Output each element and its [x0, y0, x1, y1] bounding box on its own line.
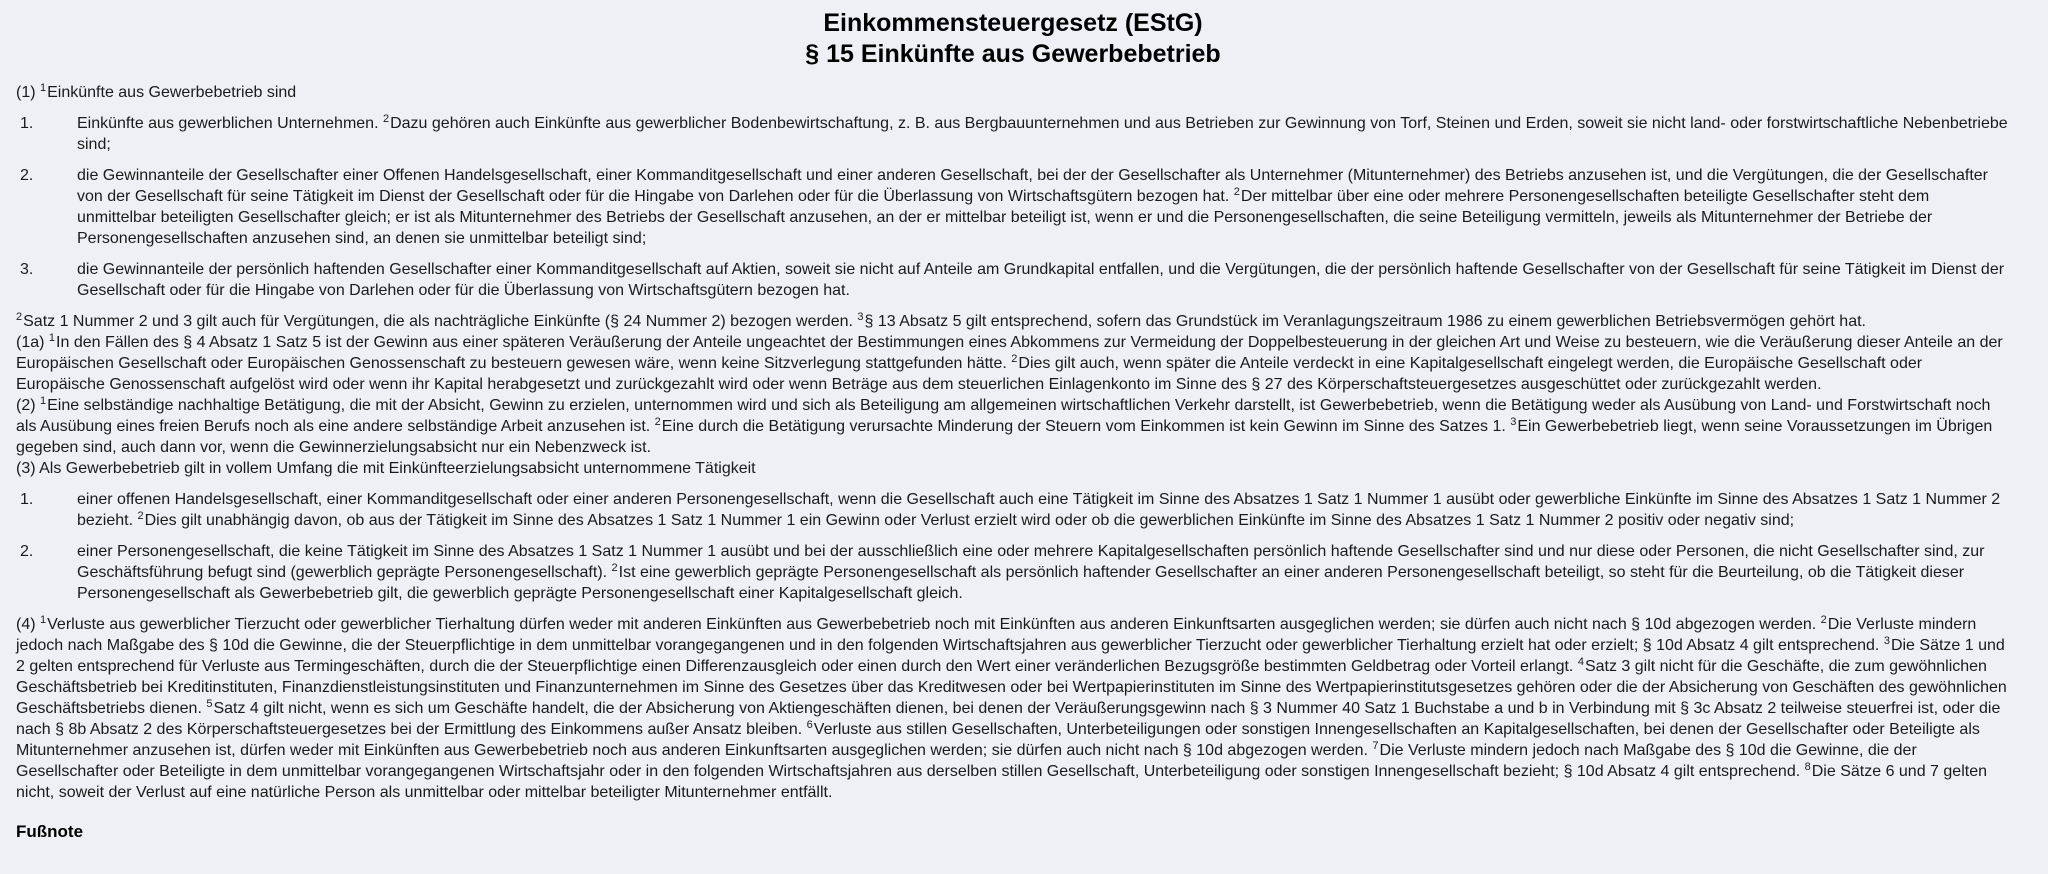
paragraph-abs1-continuation: $^2$Satz 1 Nummer 2 und 3 gilt auch für Vergütungen, die als nachträgliche Einkünfte (§ 24 Nummer 2) bezogen werden. $^3$§ 13 Absatz 5 gilt entsprechend, sofern das Grundstück im Veranlagungszeitraum 1986 zu einem gewerblichen Betriebsvermögen gehört hat. — [16, 310, 1866, 330]
list-item-number: 1. — [20, 115, 34, 132]
list-item — [16, 259, 2010, 301]
list-item-text: einer offenen Handelsgesellschaft, einer Kommanditgesellschaft oder einer anderen Personengesellschaft, wenn die Gesellschaft auch eine Tätigkeit im Sinne des Absatzes 1 Satz 1 Nummer 1 ausübt oder gewerbliche Einkünfte im Sinne des Absatzes 1 Satz 1 Nummer 2 bezieht. $^2$Dies gilt unabhängig davon, ob aus der Tätigkeit im Sinne des Absatzes 1 Satz 1 Nummer 1 ein Gewinn oder Verlust erzielt wird oder ob die gewerblichen Einkünfte im Sinne des Absatzes 1 Satz 1 Nummer 2 positiv oder negativ sind; — [77, 491, 2001, 529]
list-item — [16, 489, 2010, 531]
paragraph-abs1a: (1a) $^1$In den Fällen des § 4 Absatz 1 Satz 5 ist der Gewinn aus einer späteren Veräußerung der Anteile ungeachtet der Bestimmungen eines Abkommens zur Vermeidung der Doppelbesteuerung in der gleichen Art und Weise zu besteuern, wie die Veräußerung dieser Anteile an der Europäischen Gesellschaft oder Europäischen Genossenschaft zu besteuern gewesen wäre, wenn keine Sitzverlegung stattgefunden hätte. $^2$Dies gilt auch, wenn später die Anteile verdeckt in eine Kapitalgesellschaft eingelegt werden, die Europäische Gesellschaft oder Europäische Genossenschaft aufgelöst wird oder wenn ihr Kapital herabgesetzt und zurückgezahlt wird oder wenn Beträge aus dem steuerlichen Einlagenkonto im Sinne des § 27 des Körperschaftsteuergesetzes ausgeschüttet oder zurückgezahlt werden. — [16, 331, 2003, 393]
paragraph-abs1-intro: (1) $^1$Einkünfte aus Gewerbebetrieb sind — [16, 81, 297, 101]
list-item-text: einer Personengesellschaft, die keine Tätigkeit im Sinne des Absatzes 1 Satz 1 Nummer 1 ausübt und bei der ausschließlich eine oder mehrere Kapitalgesellschaften persönlich haftende Gesellschafter sind und nur diese oder Personen, die nicht Gesellschafter sind, zur Geschäftsführung befugt sind (gewerblich geprägte Personengesellschaft). $^2$Ist eine gewerblich geprägte Personengesellschaft als persönlich haftender Gesellschafter an einer anderen Personengesellschaft beteiligt, so steht für die Beurteilung, ob die Tätigkeit dieser Personengesellschaft als Gewerbebetrieb gilt, die gewerblich geprägte Personengesellschaft einer Kapitalgesellschaft gleich. — [77, 543, 1985, 602]
paragraph-run — [16, 311, 2010, 479]
list-item-number: 2. — [20, 543, 34, 560]
list-item-text: Einkünfte aus gewerblichen Unternehmen. $^2$Dazu gehören auch Einkünfte aus gewerblicher Bodenbewirtschaftung, z. B. aus Bergbauunternehmen und aus Betrieben zur Gewinnung von Torf, Steinen und Erden, soweit sie nicht land- oder forstwirtschaftliche Nebenbetriebe sind; — [77, 112, 2008, 153]
footnote-heading: Fußnote — [16, 822, 84, 841]
abs1-list — [16, 113, 2010, 301]
list-item-number: 1. — [20, 491, 34, 508]
law-title: Einkommensteuergesetz (EStG) — [823, 9, 1203, 37]
paragraph-abs4: (4) $^1$Verluste aus gewerblicher Tierzucht oder gewerblicher Tierhaltung dürfen weder mit anderen Einkünften aus Gewerbebetrieb noch mit Einkünften aus anderen Einkunftsarten ausgeglichen werden; sie dürfen auch nicht nach § 10d abgezogen werden. $^2$Die Verluste mindern jedoch nach Maßgabe des § 10d die Gewinne, die der Steuerpflichtige in dem unmittelbar vorangegangenen und in den folgenden Wirtschaftsjahren aus gewerblicher Tierzucht oder gewerblicher Tierhaltung erzielt hat oder erzielt; § 10d Absatz 4 gilt entsprechend. $^3$Die Sätze 1 und 2 gelten entsprechend für Verluste aus Termingeschäften, durch die der Steuerpflichtige einen Differenzausgleich oder einen durch den Wert einer veränderlichen Bezugsgröße bestimmten Geldbetrag oder Vorteil erlangt. $^4$Satz 3 gilt nicht für die Geschäfte, die zum gewöhnlichen Geschäftsbetrieb bei Kreditinstituten, Finanzdienstleistungsinstituten und Finanzunternehmen im Sinne des Gesetzes über das Kreditwesen oder bei Wertpapierinstituten im Sinne des Wertpapierinstitutsgesetzes gehören oder die der Absicherung von Geschäften des gewöhnlichen Geschäftsbetriebs dienen. $^5$Satz 4 gilt nicht, wenn es sich um Geschäfte handelt, die der Absicherung von Aktiengeschäften dienen, bei denen der Veräußerungsgewinn nach § 3 Nummer 40 Satz 1 Buchstabe a und b in Verbindung mit § 3c Absatz 2 teilweise steuerfrei ist, oder die nach § 8b Absatz 2 des Körperschaftsteuergesetzes bei der Ermittlung des Einkommens außer Ansatz bleiben. $^6$Verluste aus stillen Gesellschaften, Unterbeteiligungen oder sonstigen Innengesellschaften an Kapitalgesellschaften, bei denen der Gesellschafter oder Beteiligte als Mitunternehmer anzusehen ist, dürfen weder mit Einkünften aus Gewerbebetrieb noch aus anderen Einkunftsarten ausgeglichen werden; sie dürfen auch nicht nach § 10d abgezogen werden. $^7$Die Verluste mindern jedoch nach Maßgabe des § 10d die Gewinne, die der Gesellschafter oder Beteiligte in dem unmittelbar vorangegangenen Wirtschaftsjahr oder in den folgenden Wirtschaftsjahren aus derselben stillen Gesellschaft, Unterbeteiligung oder sonstigen Innengesellschaft bezieht; § 10d Absatz 4 gilt entsprechend. $^8$Die Sätze 6 und 7 gelten nicht, soweit der Verlust auf eine natürliche Person als unmittelbar oder mittelbar beteiligter Mitunternehmer entfällt. — [16, 613, 2007, 801]
list-item-number: 2. — [20, 167, 34, 184]
list-item — [16, 165, 2010, 249]
list-item-number: 3. — [20, 261, 34, 278]
list-item — [16, 113, 2010, 155]
paragraph-abs2: (2) $^1$Eine selbständige nachhaltige Betätigung, die mit der Absicht, Gewinn zu erzielen, unternommen wird und sich als Beteiligung am allgemeinen wirtschaftlichen Verkehr darstellt, ist Gewerbebetrieb, wenn die Betätigung weder als Ausübung von Land- und Forstwirtschaft noch als Ausübung eines freien Berufs noch als eine andere selbständige Arbeit anzusehen ist. $^2$Eine durch die Betätigung verursachte Minderung der Steuern vom Einkommen ist kein Gewinn im Sinne des Satzes 1. $^3$Ein Gewerbebetrieb liegt, wenn seine Voraussetzungen im Übrigen gegeben sind, auch dann vor, wenn die Gewinnerzielungsabsicht nur ein Nebenzweck ist. — [16, 394, 1993, 456]
document-header — [16, 8, 2010, 70]
section-title: § 15 Einkünfte aus Gewerbebetrieb — [805, 40, 1221, 68]
abs3-list — [16, 489, 2010, 604]
list-item-text: die Gewinnanteile der Gesellschafter einer Offenen Handelsgesellschaft, einer Kommanditgesellschaft und einer anderen Gesellschaft, bei der der Gesellschafter als Unternehmer (Mitunternehmer) des Betriebs anzusehen ist, und die Vergütungen, die der Gesellschafter von der Gesellschaft für seine Tätigkeit im Dienst der Gesellschaft oder für die Hingabe von Darlehen oder für die Überlassung von Wirtschaftsgütern bezogen hat. $^2$Der mittelbar über eine oder mehrere Personengesellschaften beteiligte Gesellschafter steht dem unmittelbar beteiligten Gesellschafter gleich; er ist als Mitunternehmer des Betriebs der Gesellschaft anzusehen, an der er mittelbar beteiligt ist, wenn er und die Personengesellschaften, die seine Beteiligung vermitteln, jeweils als Mitunternehmer der Betriebe der Personengesellschaften anzusehen sind, an denen sie unmittelbar beteiligt sind; — [77, 167, 1988, 247]
paragraph-abs3-intro: (3) Als Gewerbebetrieb gilt in vollem Umfang die mit Einkünfteerzielungsabsicht unternommene Tätigkeit — [16, 460, 756, 477]
list-item — [16, 541, 2010, 604]
list-item-text: die Gewinnanteile der persönlich haftenden Gesellschafter einer Kommanditgesellschaft auf Aktien, soweit sie nicht auf Anteile am Grundkapital entfallen, und die Vergütungen, die der persönlich haftende Gesellschafter von der Gesellschaft für seine Tätigkeit im Dienst der Gesellschaft oder für die Hingabe von Darlehen oder für die Überlassung von Wirtschaftsgütern bezogen hat. — [77, 261, 2005, 299]
